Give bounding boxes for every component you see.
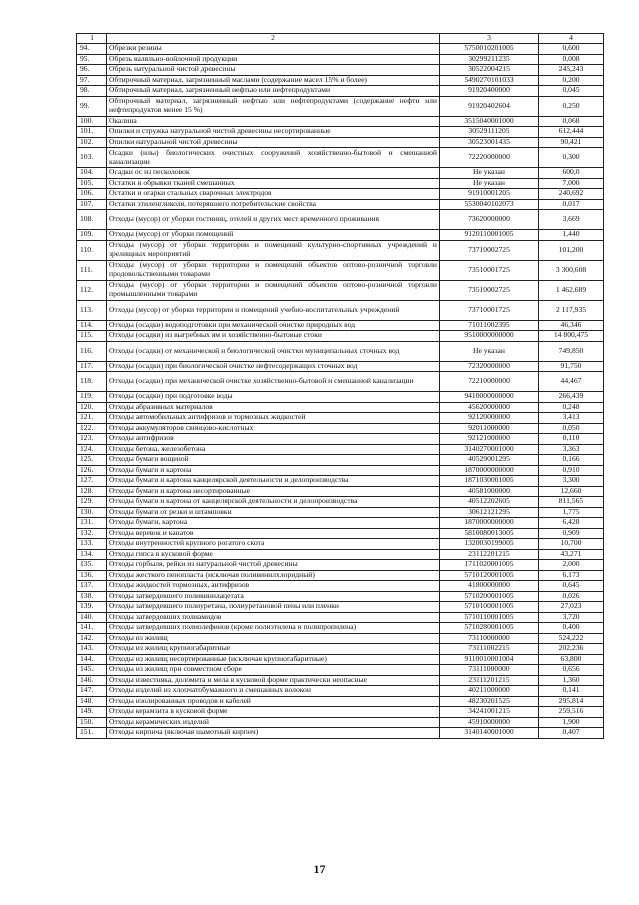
- table-row: [77, 465, 604, 476]
- waste-amount: 245,243: [539, 65, 604, 76]
- row-number: 122.: [77, 423, 107, 434]
- waste-amount: 2 117,935: [539, 300, 604, 320]
- waste-code: 73510001725: [440, 260, 539, 280]
- waste-amount: 1 462,689: [539, 280, 604, 300]
- waste-code: 73620000000: [440, 210, 539, 230]
- row-number: 145.: [77, 665, 107, 676]
- waste-name: Отходы (мусор) от уборки территории и помещений учебно-воспитательных учреждений: [107, 300, 440, 320]
- waste-amount: 27,023: [539, 602, 604, 613]
- row-number: 121.: [77, 413, 107, 424]
- header-col-1: 1: [77, 34, 107, 44]
- row-number: 137.: [77, 581, 107, 592]
- waste-name: Отходы известняка, доломита и мела в кусковой форме практически неопасные: [107, 675, 440, 686]
- row-number: 112.: [77, 280, 107, 300]
- waste-code: 1320030199005: [440, 539, 539, 550]
- waste-code: 34241001215: [440, 707, 539, 718]
- table-row: [77, 602, 604, 613]
- row-number: 128.: [77, 486, 107, 497]
- row-number: 114.: [77, 320, 107, 331]
- row-number: 118.: [77, 372, 107, 392]
- waste-amount: 0,068: [539, 116, 604, 127]
- table-row: [77, 280, 604, 300]
- row-number: 100.: [77, 116, 107, 127]
- row-number: 109.: [77, 230, 107, 241]
- waste-amount: 3,300: [539, 476, 604, 487]
- waste-amount: 0,017: [539, 199, 604, 210]
- waste-amount: 0,909: [539, 528, 604, 539]
- waste-code: 40529001295: [440, 455, 539, 466]
- table-row: [77, 581, 604, 592]
- waste-code: 45910000000: [440, 717, 539, 728]
- row-number: 141.: [77, 623, 107, 634]
- table-row: [77, 54, 604, 65]
- table-row: [77, 665, 604, 676]
- waste-name: Отходы абразивных материалов: [107, 402, 440, 413]
- waste-amount: 0,600: [539, 44, 604, 55]
- waste-amount: 6,428: [539, 518, 604, 529]
- waste-name: Отходы (осадки) при подготовке воды: [107, 392, 440, 403]
- row-number: 138.: [77, 591, 107, 602]
- waste-amount: 1,360: [539, 675, 604, 686]
- row-number: 144.: [77, 654, 107, 665]
- waste-amount: 3 300,608: [539, 260, 604, 280]
- waste-code: 30529111205: [440, 127, 539, 138]
- waste-code: 73110000000: [440, 633, 539, 644]
- waste-name: Отходы (осадки) из выгребных ям и хозяйственно-бытовые стоки: [107, 331, 440, 342]
- waste-amount: 1,440: [539, 230, 604, 241]
- table-row: [77, 591, 604, 602]
- waste-amount: 0,400: [539, 623, 604, 634]
- row-number: 146.: [77, 675, 107, 686]
- waste-table: [76, 33, 604, 739]
- waste-name: Обтирочный материал, загрязненный нефтью или нефтепродуктами: [107, 86, 440, 97]
- waste-code: 92120000000: [440, 413, 539, 424]
- waste-amount: 0,026: [539, 591, 604, 602]
- table-row: [77, 116, 604, 127]
- waste-name: Отходы затвердевших полиамидов: [107, 612, 440, 623]
- table-row: [77, 455, 604, 466]
- waste-code: 5810080013005: [440, 528, 539, 539]
- table-row: [77, 507, 604, 518]
- waste-amount: 3,413: [539, 413, 604, 424]
- table-row: [77, 341, 604, 361]
- row-number: 103.: [77, 148, 107, 168]
- waste-amount: 90,421: [539, 137, 604, 148]
- row-number: 151.: [77, 728, 107, 739]
- table-row: [77, 644, 604, 655]
- waste-name: Остатки и обрывки тканей смешанных: [107, 178, 440, 189]
- waste-name: Обрезь натуральной чистой древесины: [107, 65, 440, 76]
- waste-name: Отходы бумаги и картона: [107, 465, 440, 476]
- waste-amount: 6,173: [539, 570, 604, 581]
- header-col-3: 3: [440, 34, 539, 44]
- waste-code: 9120110001005: [440, 230, 539, 241]
- waste-code: 30612121295: [440, 507, 539, 518]
- row-number: 99.: [77, 96, 107, 116]
- waste-amount: 63,800: [539, 654, 604, 665]
- waste-amount: 0,200: [539, 75, 604, 86]
- table-row: [77, 476, 604, 487]
- waste-code: 1871030001005: [440, 476, 539, 487]
- waste-amount: 266,439: [539, 392, 604, 403]
- waste-name: Обтирочный материал, загрязненный нефтью или нефтепродуктами (содержание нефти или нефтепродуктов менее 15 %): [107, 96, 440, 116]
- row-number: 143.: [77, 644, 107, 655]
- waste-code: Не указан: [440, 178, 539, 189]
- row-number: 94.: [77, 44, 107, 55]
- row-number: 106.: [77, 189, 107, 200]
- table-row: [77, 612, 604, 623]
- waste-name: Отходы (осадки) водоподготовки при механической очистке природных вод: [107, 320, 440, 331]
- waste-name: Отходы (мусор) от уборки территории и помещений культурно-спортивных учреждений и зрелищных мероприятий: [107, 240, 440, 260]
- waste-name: Отходы жесткого пенопласта (исключая поливинилхлоридный): [107, 570, 440, 581]
- waste-code: Не указан: [440, 168, 539, 179]
- waste-code: 1711020001005: [440, 560, 539, 571]
- waste-name: Отходы внутренностей крупного рогатого скота: [107, 539, 440, 550]
- waste-code: 73710001725: [440, 300, 539, 320]
- row-number: 148.: [77, 696, 107, 707]
- waste-code: 45620000000: [440, 402, 539, 413]
- waste-amount: 240,692: [539, 189, 604, 200]
- waste-code: 1870000000000: [440, 518, 539, 529]
- waste-name: Отходы гипса в кусковой форме: [107, 549, 440, 560]
- row-number: 97.: [77, 75, 107, 86]
- waste-code: Не указан: [440, 341, 539, 361]
- table-row: [77, 444, 604, 455]
- waste-name: Отходы из жилищ несортированные (исключая крупногабаритные): [107, 654, 440, 665]
- table-row: [77, 434, 604, 445]
- waste-name: Отходы изделий из хлопчатобумажного и смешанных волокон: [107, 686, 440, 697]
- table-row: [77, 539, 604, 550]
- waste-code: 40581000000: [440, 486, 539, 497]
- waste-name: Обрезь валяльно-войлочной продукции: [107, 54, 440, 65]
- table-row: [77, 127, 604, 138]
- waste-amount: 0,407: [539, 728, 604, 739]
- waste-amount: 46,346: [539, 320, 604, 331]
- row-number: 113.: [77, 300, 107, 320]
- row-number: 119.: [77, 392, 107, 403]
- document-page: [76, 33, 592, 739]
- waste-code: 91920402604: [440, 96, 539, 116]
- waste-name: Отходы антифризов: [107, 434, 440, 445]
- waste-amount: 3,363: [539, 444, 604, 455]
- table-row: [77, 423, 604, 434]
- row-number: 142.: [77, 633, 107, 644]
- waste-name: Отходы (осадки) при механической очистке хозяйственно-бытовой и смешанной канализации: [107, 372, 440, 392]
- waste-amount: 1,775: [539, 507, 604, 518]
- waste-name: Осадки ос из песколовок: [107, 168, 440, 179]
- row-number: 96.: [77, 65, 107, 76]
- waste-name: Опилки и стружка натуральной чистой древесины несортированные: [107, 127, 440, 138]
- waste-amount: 259,516: [539, 707, 604, 718]
- table-row: [77, 260, 604, 280]
- waste-amount: 14 800,475: [539, 331, 604, 342]
- waste-code: 73111002215: [440, 644, 539, 655]
- waste-table-body: [77, 34, 604, 739]
- table-row: [77, 497, 604, 508]
- waste-amount: 0,910: [539, 465, 604, 476]
- waste-code: 40211000000: [440, 686, 539, 697]
- waste-code: 91910001205: [440, 189, 539, 200]
- row-number: 123.: [77, 434, 107, 445]
- waste-name: Обрезки резины: [107, 44, 440, 55]
- waste-code: 72320000000: [440, 361, 539, 372]
- waste-code: 30523001435: [440, 137, 539, 148]
- waste-amount: 811,565: [539, 497, 604, 508]
- waste-name: Отходы изолированных проводов и кабелей: [107, 696, 440, 707]
- waste-code: 3140140001000: [440, 728, 539, 739]
- waste-code: 5710200001005: [440, 591, 539, 602]
- waste-code: 40512202605: [440, 497, 539, 508]
- waste-code: 3140270001000: [440, 444, 539, 455]
- waste-amount: 10,700: [539, 539, 604, 550]
- waste-name: Отходы (мусор) от уборки помещений: [107, 230, 440, 241]
- waste-amount: 749,850: [539, 341, 604, 361]
- row-number: 125.: [77, 455, 107, 466]
- row-number: 95.: [77, 54, 107, 65]
- row-number: 150.: [77, 717, 107, 728]
- waste-name: Отходы (осадки) при биологической очистке нефтесодержащих сточных вод: [107, 361, 440, 372]
- table-row: [77, 320, 604, 331]
- row-number: 139.: [77, 602, 107, 613]
- waste-code: 9410000000000: [440, 392, 539, 403]
- row-number: 129.: [77, 497, 107, 508]
- waste-amount: 0,008: [539, 54, 604, 65]
- waste-name: Отходы бумаги и картона канцелярской деятельности и делопроизводства: [107, 476, 440, 487]
- table-row: [77, 178, 604, 189]
- table-row: [77, 361, 604, 372]
- page-number: 17: [313, 862, 326, 876]
- waste-code: 73510002725: [440, 280, 539, 300]
- waste-amount: 0,141: [539, 686, 604, 697]
- row-number: 98.: [77, 86, 107, 97]
- waste-amount: 0,300: [539, 148, 604, 168]
- table-row: [77, 570, 604, 581]
- waste-name: Отходы бумаги и картона от канцелярской деятельности и делопроизводства: [107, 497, 440, 508]
- waste-name: Отходы горбыля, рейки из натуральной чистой древесины: [107, 560, 440, 571]
- waste-name: Осадки (илы) биологических очистных сооружений хозяйственно-бытовой и смешанной канализации: [107, 148, 440, 168]
- table-row: [77, 486, 604, 497]
- waste-code: 23111201215: [440, 675, 539, 686]
- table-row: [77, 654, 604, 665]
- waste-code: 9510000000000: [440, 331, 539, 342]
- row-number: 115.: [77, 331, 107, 342]
- waste-amount: 101,200: [539, 240, 604, 260]
- waste-amount: 0,656: [539, 665, 604, 676]
- table-row: [77, 148, 604, 168]
- waste-code: 73710002725: [440, 240, 539, 260]
- table-row: [77, 717, 604, 728]
- table-row: [77, 372, 604, 392]
- waste-code: 5530040102073: [440, 199, 539, 210]
- table-row: [77, 560, 604, 571]
- table-row: [77, 168, 604, 179]
- table-row: [77, 240, 604, 260]
- row-number: 124.: [77, 444, 107, 455]
- waste-code: 5710120001005: [440, 570, 539, 581]
- waste-name: Отходы бумаги и картона несортированные: [107, 486, 440, 497]
- row-number: 117.: [77, 361, 107, 372]
- waste-name: Окалина: [107, 116, 440, 127]
- waste-name: Обтирочный материал, загрязненный маслами (содержание масел 15% и более): [107, 75, 440, 86]
- row-number: 136.: [77, 570, 107, 581]
- table-row: [77, 633, 604, 644]
- waste-name: Отходы (мусор) от уборки территории и помещений объектов оптово-розничной торговли промышленными товарами: [107, 280, 440, 300]
- waste-name: Отходы (осадки) от механической и биологической очистки муниципальных сточных вод: [107, 341, 440, 361]
- waste-code: 5750010201005: [440, 44, 539, 55]
- table-row: [77, 199, 604, 210]
- row-number: 126.: [77, 465, 107, 476]
- row-number: 120.: [77, 402, 107, 413]
- row-number: 104.: [77, 168, 107, 179]
- table-row: [77, 413, 604, 424]
- waste-name: Отходы жидкостей тормозных, антифризов: [107, 581, 440, 592]
- table-row: [77, 696, 604, 707]
- waste-name: Отходы бумаги от резки и штамповки: [107, 507, 440, 518]
- table-row: [77, 96, 604, 116]
- row-number: 105.: [77, 178, 107, 189]
- waste-name: Отходы затвердевших полиолефинов (кроме полиэтилена и полипропилена): [107, 623, 440, 634]
- table-row: [77, 65, 604, 76]
- waste-code: 30522004215: [440, 65, 539, 76]
- row-number: 127.: [77, 476, 107, 487]
- header-col-2: 2: [107, 34, 440, 44]
- waste-amount: 0,045: [539, 86, 604, 97]
- row-number: 135.: [77, 560, 107, 571]
- waste-code: 3515040001000: [440, 116, 539, 127]
- waste-code: 41800000000: [440, 581, 539, 592]
- waste-amount: 3,720: [539, 612, 604, 623]
- waste-amount: 202,236: [539, 644, 604, 655]
- waste-code: 30299211235: [440, 54, 539, 65]
- waste-amount: 1,900: [539, 717, 604, 728]
- waste-amount: 91,750: [539, 361, 604, 372]
- waste-amount: 0,248: [539, 402, 604, 413]
- waste-amount: 600,0: [539, 168, 604, 179]
- waste-name: Отходы (мусор) от уборки территории и помещений объектов оптово-розничной торговли продовольственными товарами: [107, 260, 440, 280]
- table-row: [77, 549, 604, 560]
- table-row: [77, 137, 604, 148]
- waste-name: Отходы аккумуляторов свинцово-кислотных: [107, 423, 440, 434]
- waste-amount: 43,271: [539, 549, 604, 560]
- waste-name: Остатки этиленгликоля, потерявшего потребительские свойства: [107, 199, 440, 210]
- table-row: [77, 230, 604, 241]
- waste-code: 5490270101033: [440, 75, 539, 86]
- table-row: [77, 528, 604, 539]
- waste-name: Отходы веревок и канатов: [107, 528, 440, 539]
- waste-code: 72210000000: [440, 372, 539, 392]
- waste-code: 72220000000: [440, 148, 539, 168]
- waste-code: 5710100001005: [440, 602, 539, 613]
- row-number: 131.: [77, 518, 107, 529]
- table-row: [77, 210, 604, 230]
- waste-code: 5710280001005: [440, 623, 539, 634]
- waste-code: 92121000000: [440, 434, 539, 445]
- waste-name: Отходы затвердевшего поливинилацетата: [107, 591, 440, 602]
- table-row: [77, 44, 604, 55]
- table-header-row: [77, 34, 604, 44]
- waste-amount: 0,110: [539, 434, 604, 445]
- row-number: 132.: [77, 528, 107, 539]
- waste-amount: 0,645: [539, 581, 604, 592]
- row-number: 101.: [77, 127, 107, 138]
- waste-code: 92011000000: [440, 423, 539, 434]
- waste-amount: 3,669: [539, 210, 604, 230]
- row-number: 130.: [77, 507, 107, 518]
- row-number: 108.: [77, 210, 107, 230]
- waste-code: 48230201525: [440, 696, 539, 707]
- waste-amount: 7,000: [539, 178, 604, 189]
- waste-code: 23112201215: [440, 549, 539, 560]
- waste-amount: 0,166: [539, 455, 604, 466]
- waste-name: Отходы из жилищ: [107, 633, 440, 644]
- waste-name: Отходы из жилищ крупногабаритные: [107, 644, 440, 655]
- waste-name: Отходы бумаги вощеной: [107, 455, 440, 466]
- waste-name: Отходы автомобильных антифризов и тормозных жидкостей: [107, 413, 440, 424]
- waste-amount: 524,222: [539, 633, 604, 644]
- header-col-4: 4: [539, 34, 604, 44]
- table-row: [77, 300, 604, 320]
- row-number: 147.: [77, 686, 107, 697]
- waste-amount: 0,250: [539, 96, 604, 116]
- row-number: 133.: [77, 539, 107, 550]
- waste-amount: 0,050: [539, 423, 604, 434]
- waste-code: 1870000000000: [440, 465, 539, 476]
- row-number: 140.: [77, 612, 107, 623]
- row-number: 149.: [77, 707, 107, 718]
- table-row: [77, 707, 604, 718]
- table-row: [77, 686, 604, 697]
- row-number: 134.: [77, 549, 107, 560]
- table-row: [77, 331, 604, 342]
- table-row: [77, 518, 604, 529]
- table-row: [77, 623, 604, 634]
- waste-name: Отходы кирпича (включая шамотный кирпич): [107, 728, 440, 739]
- waste-name: Отходы бумаги, картона: [107, 518, 440, 529]
- table-row: [77, 86, 604, 97]
- table-row: [77, 75, 604, 86]
- waste-name: Отходы (мусор) от уборки гостиниц, отелей и других мест временного проживания: [107, 210, 440, 230]
- waste-amount: 44,467: [539, 372, 604, 392]
- waste-code: 9110010001004: [440, 654, 539, 665]
- row-number: 110.: [77, 240, 107, 260]
- waste-name: Остатки и огарки стальных сварочных электродов: [107, 189, 440, 200]
- waste-code: 91920400000: [440, 86, 539, 97]
- waste-amount: 12,660: [539, 486, 604, 497]
- table-row: [77, 728, 604, 739]
- waste-amount: 612,444: [539, 127, 604, 138]
- waste-code: 5710110001005: [440, 612, 539, 623]
- waste-name: Отходы затвердевшего полиуретана, полиуретановой пены или пленки: [107, 602, 440, 613]
- table-row: [77, 675, 604, 686]
- waste-name: Отходы керамзита в кусковой форме: [107, 707, 440, 718]
- waste-name: Отходы бетона, железобетона: [107, 444, 440, 455]
- waste-name: Отходы керамических изделий: [107, 717, 440, 728]
- waste-code: 73111000000: [440, 665, 539, 676]
- table-row: [77, 392, 604, 403]
- row-number: 102.: [77, 137, 107, 148]
- waste-amount: 2,000: [539, 560, 604, 571]
- row-number: 107.: [77, 199, 107, 210]
- waste-amount: 295,814: [539, 696, 604, 707]
- row-number: 116.: [77, 341, 107, 361]
- row-number: 111.: [77, 260, 107, 280]
- table-row: [77, 189, 604, 200]
- waste-name: Отходы из жилищ при совместном сборе: [107, 665, 440, 676]
- waste-code: 71011002395: [440, 320, 539, 331]
- table-row: [77, 402, 604, 413]
- waste-name: Опилки натуральной чистой древесины: [107, 137, 440, 148]
